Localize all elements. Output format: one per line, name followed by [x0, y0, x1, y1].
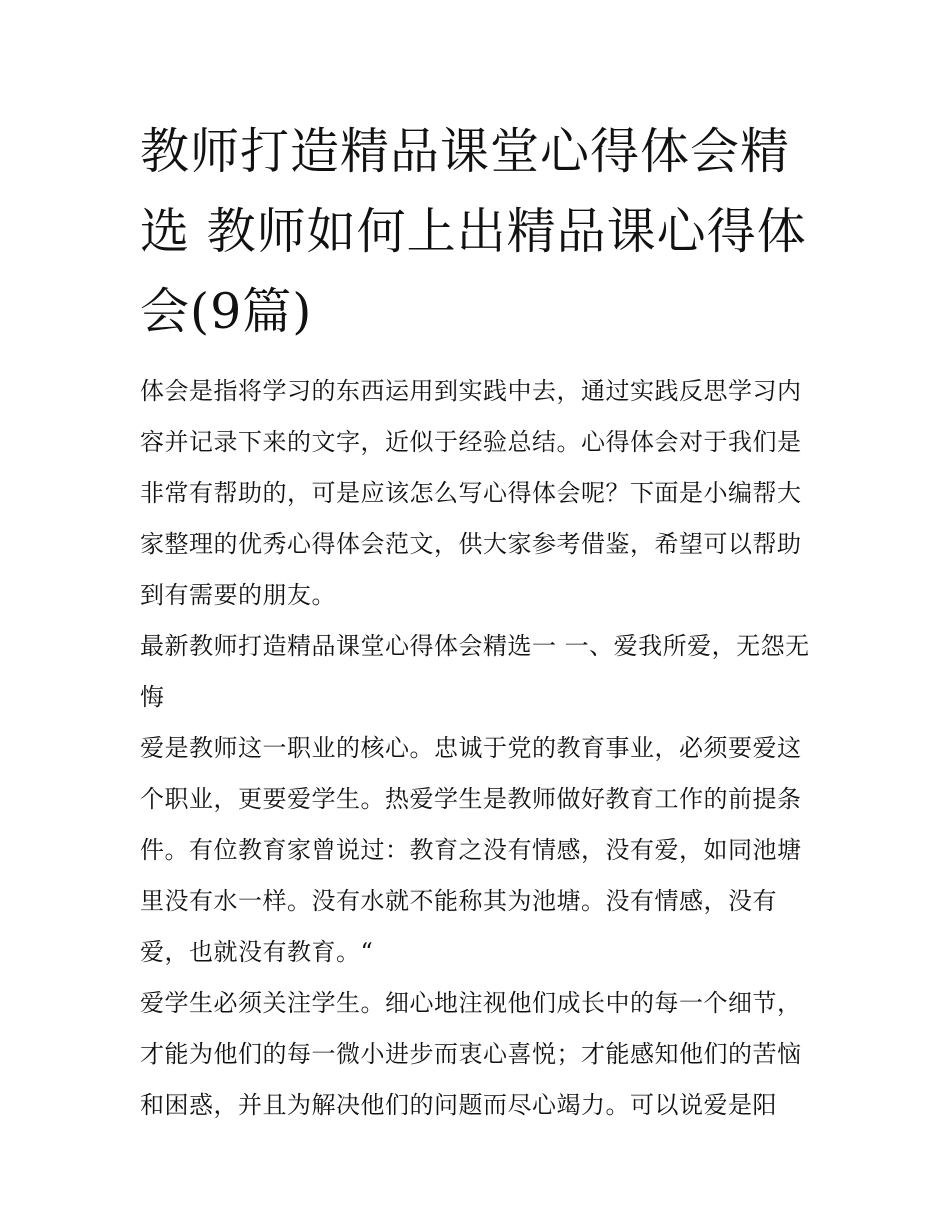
document-title: 教师打造精品课堂心得体会精选 教师如何上出精品课心得体会(9篇) — [140, 123, 807, 340]
document-page — [140, 112, 815, 1131]
paragraph-section-heading: 最新教师打造精品课堂心得体会精选一 一、爱我所爱，无怨无悔 — [140, 632, 810, 711]
paragraph-care-students: 爱学生必须关注学生。细心地注视他们成长中的每一个细节，才能为他们的每一微小进步而衷心喜悦；才能感知他们的苦恼和困惑，并且为解决他们的问题而尽心竭力。可以说爱是阳 — [140, 989, 802, 1119]
paragraph-love-profession: 爱是教师这一职业的核心。忠诚于党的教育事业，必须要爱这个职业，更要爱学生。热爱学生是教师做好教育工作的前提条件。有位教育家曾说过：教育之没有情感，没有爱，如同池塘里没有水一样。没有水就不能称其为池塘。没有情感，没有爱，也就没有教育。“ — [140, 734, 802, 966]
paragraph-intro: 体会是指将学习的东西运用到实践中去，通过实践反思学习内容并记录下来的文字，近似于经验总结。心得体会对于我们是非常有帮助的，可是应该怎么写心得体会呢？下面是小编帮大家整理的优秀心得体会范文，供大家参考借鉴，希望可以帮助到有需要的朋友。 — [140, 377, 802, 609]
